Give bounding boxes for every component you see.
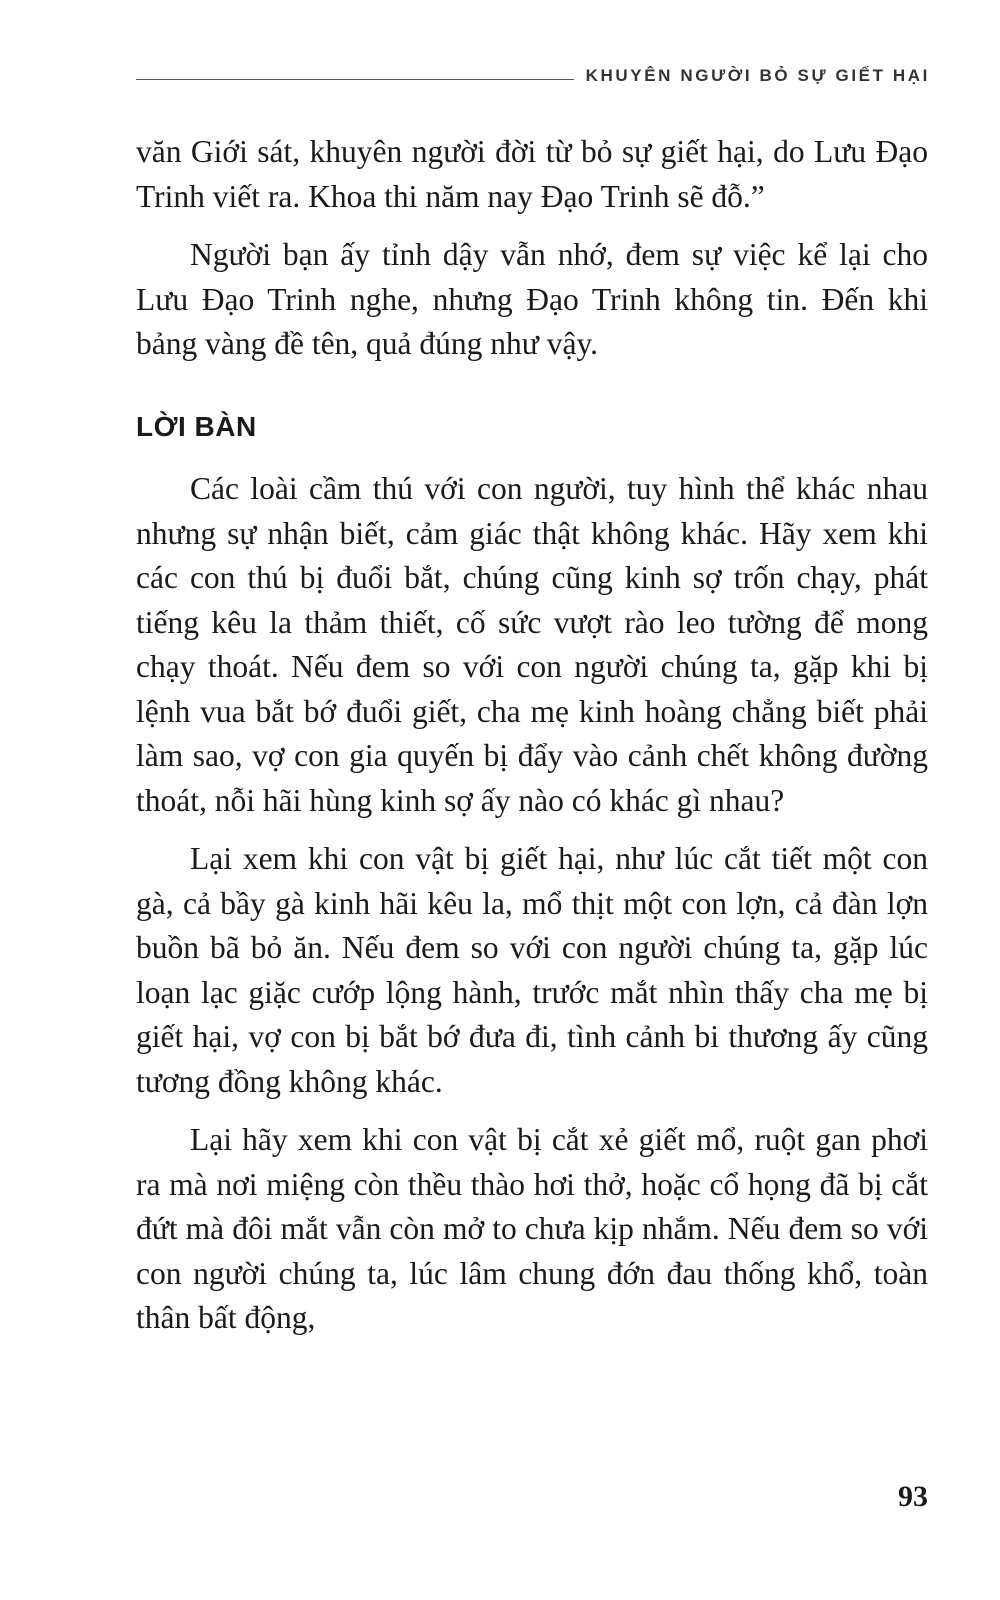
page-number: 93 xyxy=(898,1480,928,1513)
running-header xyxy=(136,62,930,86)
paragraph: Lại xem khi con vật bị giết hại, như lúc cắt tiết một con gà, cả bầy gà kinh hãi kêu la, mổ thịt một con lợn, cả đàn lợn buồn bã bỏ ăn. Nếu đem so với con người chúng ta, gặp lúc loạn lạc giặc cướp lộng hành, trước mắt nhìn thấy cha mẹ bị giết hại, vợ con bị bắt bớ đưa đi, tình cảnh bi thương ấy cũng tương đồng không khác. xyxy=(136,841,928,1099)
paragraph: Người bạn ấy tỉnh dậy vẫn nhớ, đem sự việc kể lại cho Lưu Đạo Trinh nghe, nhưng Đạo Trinh không tin. Đến khi bảng vàng đề tên, quả đúng như vậy. xyxy=(136,237,928,361)
paragraph-continued: văn Giới sát, khuyên người đời từ bỏ sự giết hại, do Lưu Đạo Trinh viết ra. Khoa thi năm nay Đạo Trinh sẽ đỗ.” xyxy=(136,134,928,214)
paragraph: Lại hãy xem khi con vật bị cắt xẻ giết mổ, ruột gan phơi ra mà nơi miệng còn thều thào hơi thở, hoặc cổ họng đã bị cắt đứt mà đôi mắt vẫn còn mở to chưa kịp nhắm. Nếu đem so với con người chúng ta, lúc lâm chung đớn đau thống khổ, toàn thân bất động, xyxy=(136,1122,928,1335)
paragraph: Các loài cầm thú với con người, tuy hình thể khác nhau nhưng sự nhận biết, cảm giác thật không khác. Hãy xem khi các con thú bị đuổi bắt, chúng cũng kinh sợ trốn chạy, phát tiếng kêu la thảm thiết, cố sức vượt rào leo tường để mong chạy thoát. Nếu đem so với con người chúng ta, gặp khi bị lệnh vua bắt bớ đuổi giết, cha mẹ kinh hoàng chẳng biết phải làm sao, vợ con gia quyến bị đẩy vào cảnh chết không đường thoát, nỗi hãi hùng kinh sợ ấy nào có khác gì nhau? xyxy=(136,471,928,818)
page-body xyxy=(136,130,928,1355)
running-title: KHUYÊN NGƯỜI BỎ SỰ GIẾT HẠI xyxy=(585,66,930,85)
section-heading: LỜI BÀN xyxy=(136,410,257,442)
header-rule xyxy=(136,79,574,80)
